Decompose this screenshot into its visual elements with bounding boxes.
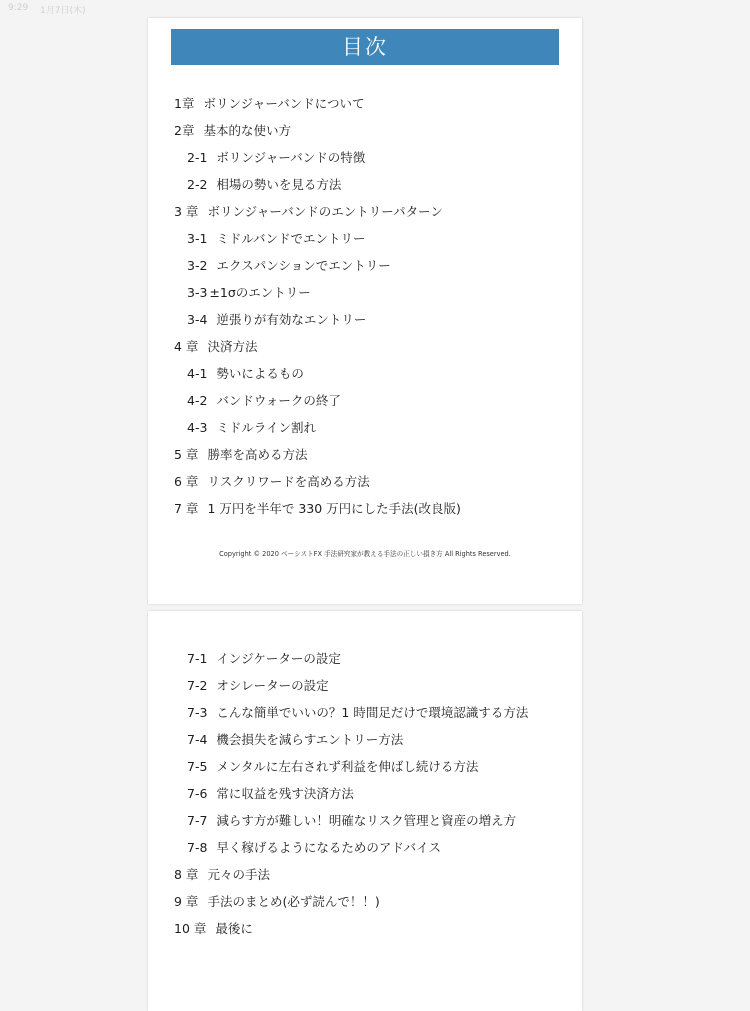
toc-item-label: ボリンジャーバンドについて: [203, 96, 365, 111]
toc-item-number: 3-4: [187, 312, 208, 327]
toc-item-label: 手法のまとめ(必ず読んで！！): [207, 894, 380, 909]
toc-item[interactable]: [187, 703, 528, 723]
toc-item-number: 1章: [174, 96, 195, 111]
toc-item-label: 機会損失を減らすエントリー方法: [216, 732, 404, 747]
toc-item[interactable]: [174, 472, 370, 492]
toc-item[interactable]: [174, 892, 380, 912]
toc-item-label: 決済方法: [207, 339, 258, 354]
toc-item[interactable]: [187, 148, 365, 168]
toc-item-number: 7-7: [187, 813, 208, 828]
toc-item[interactable]: [187, 310, 366, 330]
toc-item[interactable]: [187, 784, 354, 804]
toc-item[interactable]: [187, 649, 341, 669]
toc-item-label: ミドルバンドでエントリー: [216, 231, 366, 246]
toc-item[interactable]: [174, 919, 253, 939]
toc-item-label: ±1σのエントリー: [209, 285, 311, 300]
toc-item[interactable]: [187, 283, 311, 303]
toc-item[interactable]: [174, 121, 291, 141]
toc-item[interactable]: [174, 202, 443, 222]
toc-item-label: 基本的な使い方: [203, 123, 291, 138]
toc-item-label: 元々の手法: [207, 867, 270, 882]
toc-item[interactable]: [187, 364, 304, 384]
toc-item[interactable]: [187, 391, 341, 411]
toc-item-number: 2-1: [187, 150, 208, 165]
toc-item-number: 7-5: [187, 759, 208, 774]
toc-item[interactable]: [174, 865, 270, 885]
toc-item-number: 3-2: [187, 258, 208, 273]
toc-item-number: 8 章: [174, 867, 199, 882]
toc-item[interactable]: [187, 730, 403, 750]
toc-item[interactable]: [174, 445, 307, 465]
toc-item[interactable]: [187, 418, 316, 438]
toc-item-number: 3-1: [187, 231, 208, 246]
toc-item-number: 7-3: [187, 705, 208, 720]
document-page-1: [148, 18, 582, 604]
toc-item-number: 4-3: [187, 420, 208, 435]
toc-item-label: オシレーターの設定: [216, 678, 329, 693]
status-bar: [0, 0, 750, 16]
toc-item[interactable]: [187, 838, 441, 858]
document-page-2: [148, 611, 582, 1011]
toc-item-label: 勝率を高める方法: [207, 447, 308, 462]
toc-item[interactable]: [187, 757, 478, 777]
toc-item-label: インジケーターの設定: [216, 651, 341, 666]
toc-item-label: リスクリワードを高める方法: [207, 474, 370, 489]
toc-item-number: 5 章: [174, 447, 199, 462]
toc-item-label: メンタルに左右されず利益を伸ばし続ける方法: [216, 759, 479, 774]
toc-title: 目次: [171, 29, 559, 65]
toc-item-number: 10 章: [174, 921, 207, 936]
toc-item[interactable]: [174, 337, 257, 357]
toc-item-number: 4 章: [174, 339, 199, 354]
status-time: 9:29: [8, 3, 29, 13]
toc-item[interactable]: [174, 499, 461, 519]
toc-item-number: 7-8: [187, 840, 208, 855]
toc-item-number: 2-2: [187, 177, 208, 192]
toc-item-label: ボリンジャーバンドの特徴: [216, 150, 366, 165]
toc-item-number: 7-4: [187, 732, 208, 747]
toc-item-number: 7-1: [187, 651, 208, 666]
toc-item-number: 3 章: [174, 204, 199, 219]
toc-item-label: バンドウォークの終了: [216, 393, 341, 408]
toc-item-number: 7-2: [187, 678, 208, 693]
toc-item-label: ボリンジャーバンドのエントリーパターン: [207, 204, 443, 219]
toc-item[interactable]: [187, 811, 516, 831]
toc-item[interactable]: [187, 256, 391, 276]
toc-item-label: 早く稼げるようになるためのアドバイス: [216, 840, 442, 855]
toc-item-number: 7 章: [174, 501, 199, 516]
toc-item-number: 3-3: [187, 285, 208, 300]
status-date: 1月7日(木): [40, 6, 86, 16]
toc-item-label: 最後に: [215, 921, 253, 936]
toc-item[interactable]: [187, 175, 341, 195]
toc-item-number: 7-6: [187, 786, 208, 801]
toc-item-number: 6 章: [174, 474, 199, 489]
toc-item-label: こんな簡単でいいの？1 時間足だけで環境認識する方法: [216, 705, 529, 720]
toc-item-number: 4-1: [187, 366, 208, 381]
toc-item-label: 1 万円を半年で 330 万円にした手法(改良版): [207, 501, 461, 516]
toc-item-label: 相場の勢いを見る方法: [216, 177, 342, 192]
toc-item[interactable]: [187, 676, 329, 696]
toc-item-label: ミドルライン割れ: [216, 420, 317, 435]
copyright-notice: Copyright © 2020 ベーシストFX 手法研究家が教える手法の正しい損き方 All Rights Reserved.: [219, 550, 511, 558]
toc-item-label: 逆張りが有効なエントリー: [216, 312, 367, 327]
toc-item-label: 勢いによるもの: [216, 366, 304, 381]
toc-item-number: 2章: [174, 123, 195, 138]
toc-item[interactable]: [174, 94, 365, 114]
toc-item-label: 常に収益を残す決済方法: [216, 786, 354, 801]
toc-item[interactable]: [187, 229, 366, 249]
toc-item-label: 減らす方が難しい！明確なリスク管理と資産の増え方: [216, 813, 517, 828]
toc-item-number: 4-2: [187, 393, 208, 408]
toc-item-number: 9 章: [174, 894, 199, 909]
toc-item-label: エクスパンションでエントリー: [216, 258, 391, 273]
